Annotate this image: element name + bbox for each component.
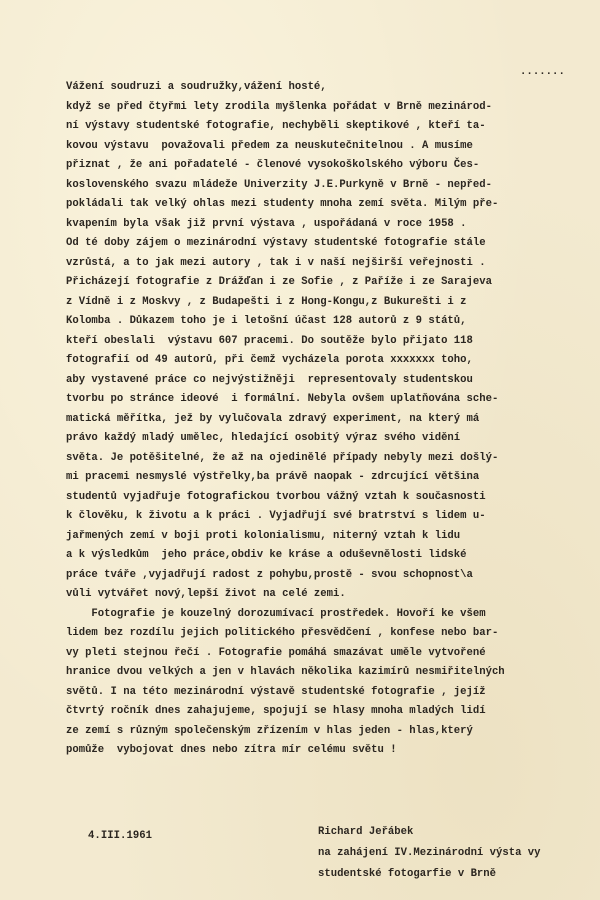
body-line: když se před čtyřmi lety zrodila myšlenka pořádat v Brně mezinárod- [66, 100, 492, 113]
body-line: lidem bez rozdílu jejich politického přesvědčení , konfese nebo bar- [66, 627, 499, 639]
body-line: kvapením byla však již první výstava , uspořádaná v roce 1958 . [66, 217, 467, 230]
body-line: hranice dvou velkých a jen v hlavách několika kazimírů nesmiřitelných [66, 666, 505, 678]
signature-occasion: studentské fotogarfie v Brně [318, 868, 497, 880]
speech-date: 4.III.1961 [88, 830, 153, 842]
body-line: aby vystavené práce co nejvýstižněji representovaly studentskou [66, 373, 473, 386]
body-line: Přicházejí fotografie z Drážďan i ze Sofie , z Paříže i ze Sarajeva [66, 276, 492, 288]
signature-occasion: na zahájení IV.Mezinárodní výsta vy [318, 847, 541, 859]
body-line: jařmených zemí v boji proti kolonialismu, niterný vztah k lidu [66, 529, 461, 542]
body-line: Vážení soudruzi a soudružky,vážení hosté, [66, 81, 327, 93]
body-line: světů. I na této mezinárodní výstavě studentské fotografie , jejíž [66, 685, 486, 698]
body-line: matická měřítka, jež by vylučovala zdravý experiment, na který má [66, 412, 480, 425]
body-line: čtvrtý ročník dnes zahajujeme, spojují se hlasy mnoha mladých lidí [66, 705, 486, 717]
body-line: pokládali tak velký ohlas mezi studenty mnoha zemí světa. Milým pře- [66, 198, 499, 210]
body-line: ze zemí s různým společenským zřízením v hlas jeden - hlas,který [66, 724, 473, 737]
body-line: a k výsledkům jeho práce,obdiv ke kráse a oduševnělosti lidské [66, 549, 467, 561]
body-line: z Vídně i z Moskvy , z Budapešti i z Hong-Kongu,z Bukurešti i z [66, 295, 467, 308]
body-line: studentů vyjadřuje fotografickou tvorbou vážný vztah k současnosti [66, 490, 486, 503]
body-line: Od té doby zájem o mezinárodní výstavy studentské fotografie stále [66, 237, 486, 249]
body-line: právo každý mladý umělec, hledající osobitý výraz svého vidění [66, 432, 461, 444]
body-line: Kolomba . Důkazem toho je i letošní účast 128 autorů z 9 států, [66, 315, 467, 327]
body-line: přiznat , že ani pořadatelé - členové vysokoškolského výboru Čes- [66, 159, 480, 171]
corner-dots: ....... [520, 66, 565, 78]
signature-block [318, 822, 541, 885]
body-line: koslovenského svazu mládeže Univerzity J.E.Purkyně v Brně - nepřed- [66, 178, 492, 191]
body-line: vzrůstá, a to jak mezi autory , tak i v naší nejširší veřejnosti . [66, 256, 486, 269]
body-line: mi pracemi nesmyslé výstřelky,ba právě naopak - zdrcující většina [66, 471, 480, 483]
body-line: fotografií od 49 autorů, při čemž vycházela porota xxxxxxx toho, [66, 354, 473, 366]
body-line: pomůže vybojovat dnes nebo zítra mír celému světu ! [66, 744, 397, 756]
body-line: práce tváře ,vyjadřují radost z pohybu,prostě - svou schopnost\a [66, 568, 473, 581]
speech-body [66, 78, 600, 761]
body-line: kovou výstavu považovali předem za neuskutečnitelnou . A musíme [66, 139, 473, 152]
body-line: vůli vytvářet nový,lepší život na celé zemi. [66, 588, 346, 600]
body-line: kteří obeslali výstavu 607 pracemi. Do soutěže bylo přijato 118 [66, 334, 473, 347]
body-line: tvorbu po stránce ideové i formální. Nebyla ovšem uplatňována sche- [66, 393, 499, 405]
body-line: k člověku, k životu a k práci . Vyjadřují své bratrství s lidem u- [66, 510, 486, 522]
body-line: vy pleti stejnou řečí . Fotografie pomáhá smazávat uměle vytvořené [66, 646, 486, 659]
body-line: světa. Je potěšitelné, že až na ojedinělé případy nebyly mezi došlý- [66, 451, 499, 464]
body-line: ní výstavy studentské fotografie, nechyběli skeptikové , kteří ta- [66, 120, 486, 132]
signature-name: Richard Jeřábek [318, 826, 414, 838]
body-line: Fotografie je kouzelný dorozumívací prostředek. Hovoří ke všem [66, 607, 486, 620]
